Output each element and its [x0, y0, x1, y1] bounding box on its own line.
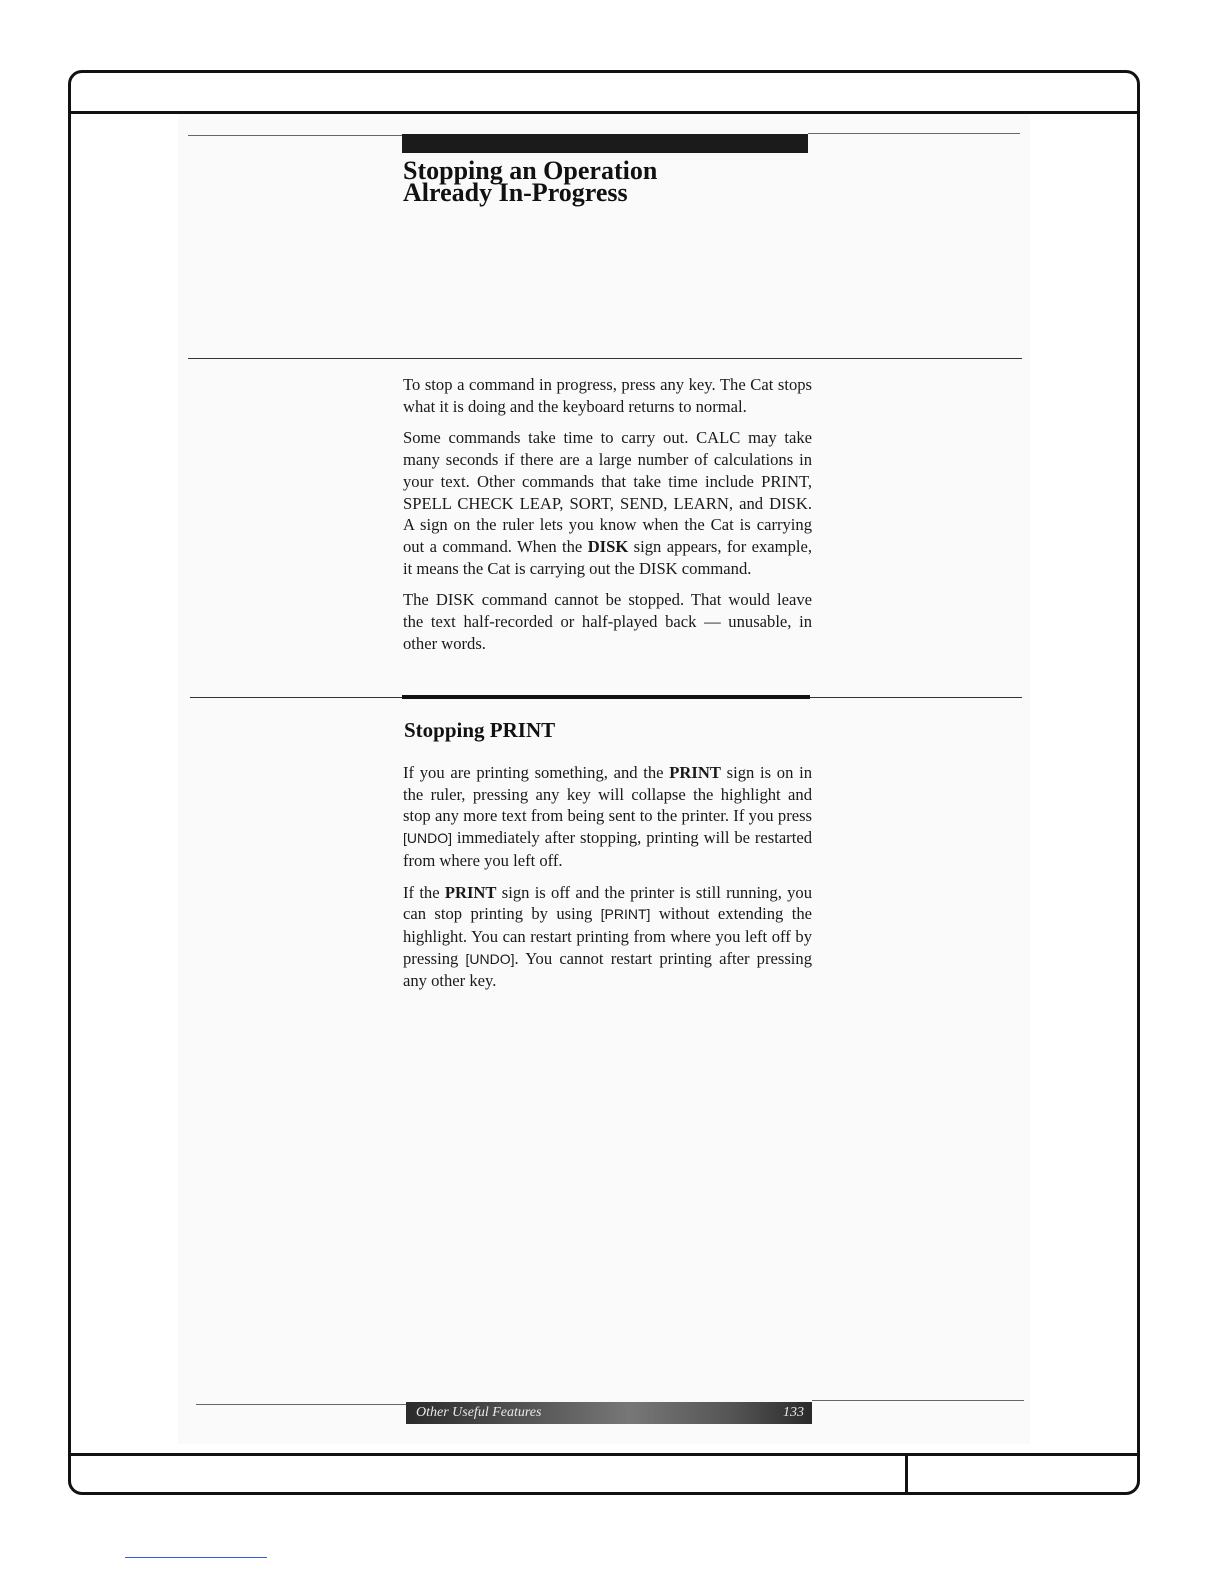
- undo-key-label: [UNDO]: [403, 830, 452, 847]
- page-title: [403, 156, 823, 207]
- intro-paragraph-3: The DISK command cannot be stopped. That would leave the text half-recorded or half-played back — unusable, in other words.: [403, 590, 812, 653]
- frame-bottom-rule: [71, 1453, 1137, 1456]
- intro-paragraph-1: To stop a command in progress, press any key. The Cat stops what it is doing and the keyboard returns to normal.: [403, 375, 812, 416]
- section-rule-1: [188, 358, 1022, 359]
- title-line-1: Stopping an Operation: [403, 156, 658, 185]
- undo-key-label: [UNDO]: [465, 950, 515, 967]
- text-run: without extending the highlight. You can restart printing from where you left off by pressing: [403, 904, 812, 968]
- section-text: [403, 762, 812, 1002]
- text-run: . You cannot restart printing after pressing any other key.: [403, 948, 812, 991]
- heading-bar: [402, 134, 808, 153]
- footer-page-number: 133: [783, 1405, 804, 1420]
- intro-text: [403, 374, 812, 664]
- disk-sign-term: DISK: [587, 536, 629, 556]
- section-paragraph-2: [403, 882, 812, 993]
- footer-rule-right: [812, 1400, 1024, 1401]
- text-run: sign is on in the ruler, pressing any key will collapse the highlight and stop any more text from being sent to the printer. If you press: [403, 763, 812, 826]
- print-sign-term: PRINT: [669, 763, 721, 782]
- section-paragraph-1: [403, 762, 812, 872]
- frame-bottom-divider: [905, 1454, 908, 1492]
- print-sign-term: PRINT: [444, 882, 497, 902]
- intro-paragraph-2: [403, 427, 812, 579]
- footer-rule-left: [196, 1404, 406, 1405]
- section-bar: [402, 695, 810, 699]
- text-run: Some commands take time to carry out. CALC may take many seconds if there are a large number of calculations in your text. Other commands that take time include PRINT, SPELL CHECK LEAP, SORT, SEND, LEARN, and DISK. A sign on the ruler lets you know when the Cat is carrying out a command. When the: [403, 428, 812, 556]
- footer-bar: [406, 1402, 812, 1424]
- footer-section-name: Other Useful Features: [416, 1405, 542, 1420]
- top-rule-right: [808, 133, 1020, 134]
- section-heading: Stopping PRINT: [404, 718, 556, 742]
- text-run: sign is off and the printer is still running, you can stop printing by using: [403, 882, 812, 924]
- title-line-2: Already In-Progress: [403, 178, 628, 207]
- text-run: If you are printing something, and the: [403, 763, 670, 782]
- link-underline[interactable]: [125, 1557, 267, 1558]
- text-run: sign appears, for example, it means the Cat is carrying out the DISK command.: [403, 536, 812, 578]
- top-rule-left: [188, 135, 402, 136]
- print-key-label: [PRINT]: [600, 906, 651, 923]
- text-run: immediately after stopping, printing will be restarted from where you left off.: [403, 828, 812, 870]
- text-run: If the: [403, 882, 445, 902]
